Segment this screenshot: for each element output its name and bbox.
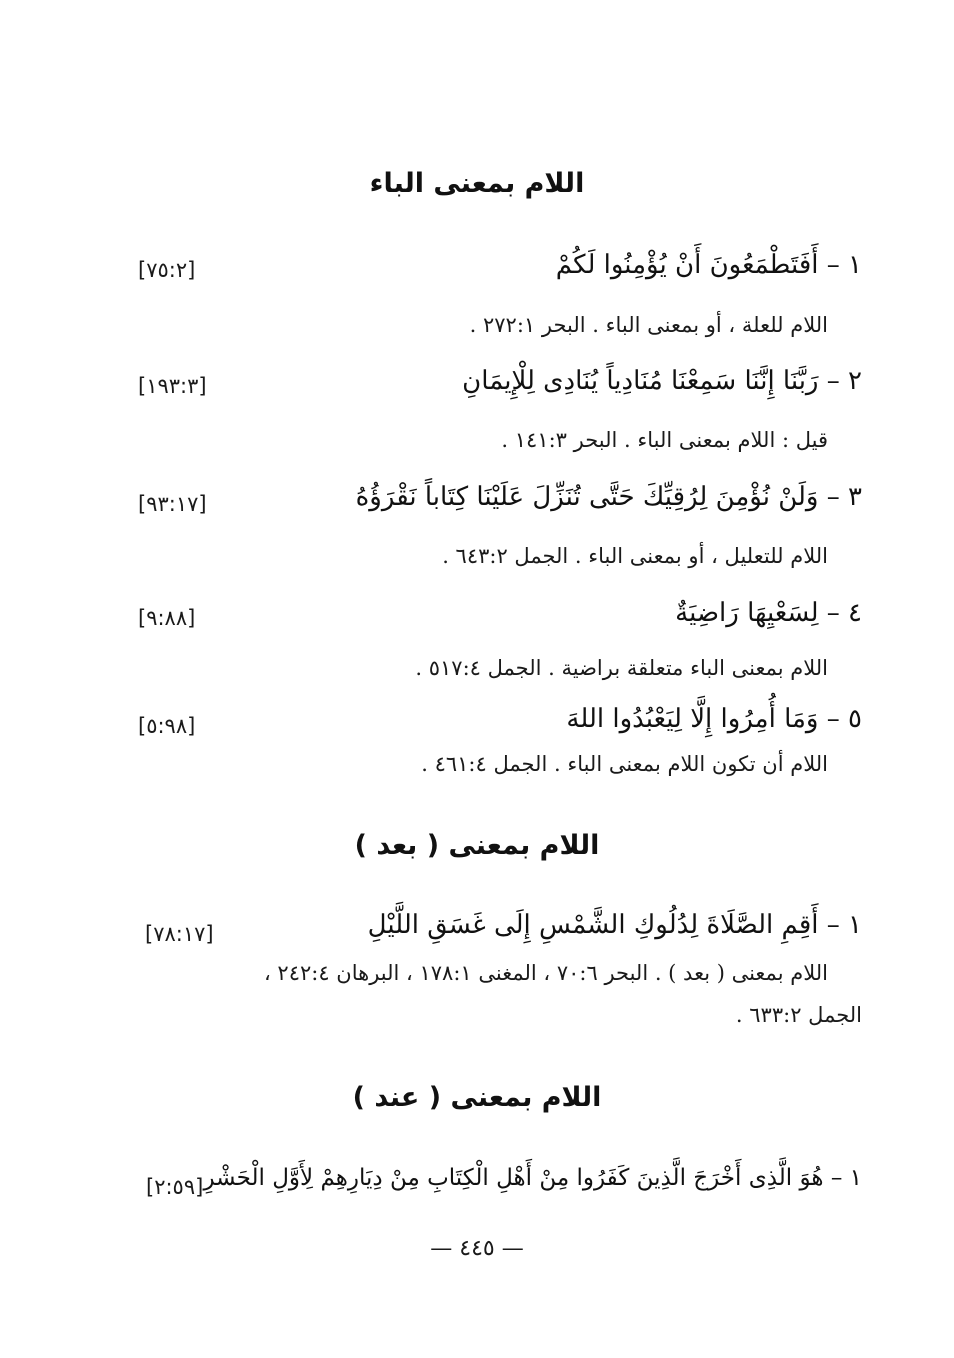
verse-reference: [١٩٣:٣] xyxy=(138,374,207,398)
verse-reference: [٧٨:١٧] xyxy=(145,922,214,946)
section-heading: اللام بمعنى الباء xyxy=(369,168,585,199)
commentary-line: اللام للعلة ، أو بمعنى الباء . البحر ٢٧٢:١ . xyxy=(469,313,828,337)
section-heading: اللام بمعنى ( بعد ) xyxy=(354,830,600,861)
section-heading: اللام بمعنى ( عند ) xyxy=(352,1082,602,1113)
commentary-line: قيل : اللام بمعنى الباء . البحر ١٤١:٣ . xyxy=(501,428,828,452)
commentary-line: اللام أن تكون اللام بمعنى الباء . الجمل ٤٦١:٤ . xyxy=(421,752,828,776)
verse-line: ٤ – لِسَعْيِهَا رَاضِيَةٌ xyxy=(675,598,862,628)
verse-line: ١ – أَفَتَطْمَعُونَ أَنْ يُؤْمِنُوا لَكُمْ xyxy=(555,250,862,280)
verse-line: ٥ – وَمَا أُمِرُوا إِلَّا لِيَعْبُدُوا اللهَ xyxy=(566,704,862,734)
verse-line: ١ – هُوَ الَّذِى أَخْرَجَ الَّذِينَ كَفَرُوا مِنْ أَهْلِ الْكِتَابِ مِنْ دِيَارِهِمْ لِأَوَّلِ الْحَشْرِ xyxy=(203,1165,862,1191)
verse-reference: [٩:٨٨] xyxy=(138,606,196,630)
commentary-line: اللام بمعنى ( بعد ) . البحر ٧٠:٦ ، المغنى ١٧٨:١ ، البرهان ٢٤٢:٤ ، xyxy=(263,961,828,985)
verse-reference: [٧٥:٢] xyxy=(138,258,196,282)
commentary-line: اللام بمعنى الباء متعلقة براضية . الجمل ٥١٧:٤ . xyxy=(415,656,828,680)
verse-line: ١ – أَقِمِ الصَّلَاةَ لِدُلُوكِ الشَّمْسِ إِلَى غَسَقِ اللَّيْلِ xyxy=(367,910,862,940)
commentary-line: اللام للتعليل ، أو بمعنى الباء . الجمل ٦٤٣:٢ . xyxy=(442,544,828,568)
verse-line: ٢ – رَبَّنَا إِنَّنَا سَمِعْنَا مُنَادِياً يُنَادِى لِلْإِيمَانِ xyxy=(462,366,862,396)
verse-reference: [٩٣:١٧] xyxy=(138,492,207,516)
commentary-line: الجمل ٦٣٣:٢ . xyxy=(735,1003,862,1027)
verse-reference: [٢:٥٩] xyxy=(146,1175,204,1199)
verse-line: ٣ – وَلَنْ نُؤْمِنَ لِرُقِيِّكَ حَتَّى تُنَزِّلَ عَلَيْنَا كِتَاباً نَقْرَؤُهُ xyxy=(355,482,862,512)
verse-reference: [٥:٩٨] xyxy=(138,714,196,738)
page-number: — ٤٤٥ — xyxy=(430,1236,524,1261)
